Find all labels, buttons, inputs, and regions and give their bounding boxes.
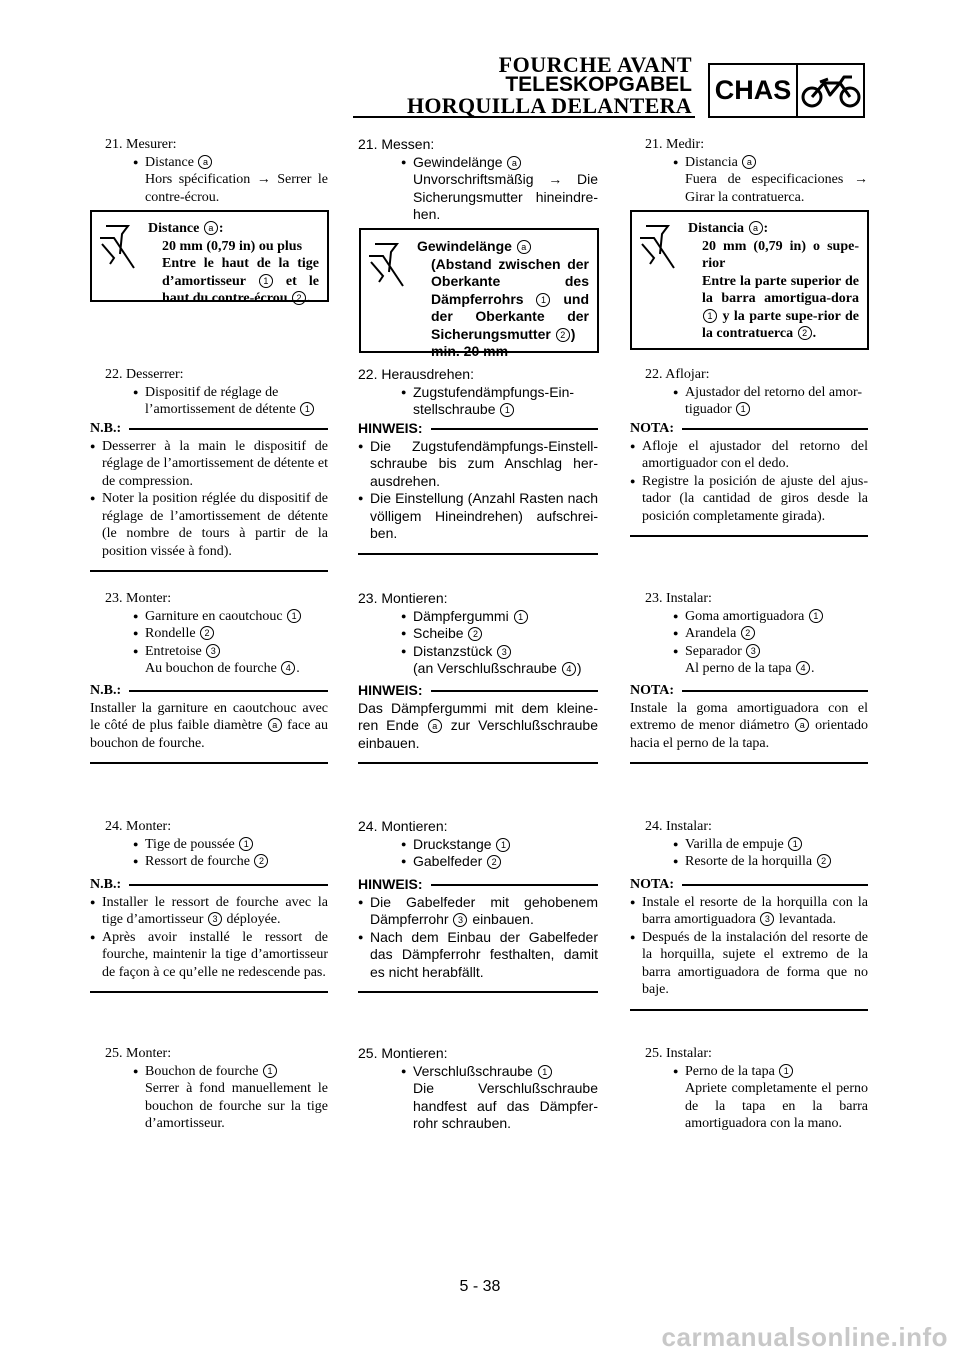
es-note3: NOTA: ● Instale el resorte de la horquilla con la barra amortiguadora 3 levantada. ● Después de la instalación del resorte de la horquilla, sujete el extremo de la barra amortiguadora de forma que no baje.: [630, 876, 868, 1011]
fr-s23: 23. Monter: ● Garniture en caoutchouc 1 ● Rondelle 2 ● Entretoise 3 Au bouchon de fourche 4 .: [90, 590, 328, 678]
fr-s22: 22. Desserrer: ● Dispositif de réglage de l’amortissement de détente 1: [90, 366, 328, 419]
section-label: CHAS: [710, 65, 798, 116]
motorcycle-icon: [798, 65, 863, 116]
fr-spec-box: [90, 210, 329, 306]
title-es: HORQUILLA DELANTERA: [406, 93, 692, 118]
de-note2: HINWEIS: Das Dämpfergummi mit dem kleine-ren Ende a zur Verschlußschraube einbauen.: [358, 682, 598, 764]
fr-note2: N.B.: Installer la garniture en caoutchouc avec le côté de plus faible diamètre a face au bouchon de fourche.: [90, 682, 328, 764]
es-s21: 21. Medir: ● Distancia a Fuera de especificaciones → Girar la contratuerca.: [630, 136, 868, 206]
es-s24: 24. Instalar: ● Varilla de empuje 1 ● Resorte de la horquilla 2: [630, 818, 868, 871]
section-badge: [708, 63, 865, 118]
watermark: carmanualsonline.info: [661, 1322, 948, 1352]
de-spec-box: [359, 228, 599, 359]
es-note2: NOTA: Instale la goma amortiguadora con el extremo de menor diámetro a orientado hacia el perno de la tapa.: [630, 682, 868, 764]
de-s25: 25. Montieren: ● Verschlußschraube 1 Die Verschlußschraube handfest auf das Dämpfer-rohr schrauben.: [358, 1045, 598, 1133]
title-de: TELESKOPGABEL: [505, 73, 692, 96]
es-s22: 22. Aflojar: ● Ajustador del retorno del amor-tiguador 1: [630, 366, 868, 419]
es-s25: 25. Instalar: ● Perno de la tapa 1 Apriete completamente el perno de la tapa en la barra amortiguadora con la mano.: [630, 1045, 868, 1133]
header-rule: [353, 116, 695, 118]
fr-s24: 24. Monter: ● Tige de poussée 1 ● Ressort de fourche 2: [90, 818, 328, 871]
fr-note3: N.B.: ● Installer le ressort de fourche avec la tige d’amortisseur 3 déployée. ● Après avoir installé le ressort de fourche, maintenir la tige d’amortisseur de façon à ce qu’elle ne redescende pas.: [90, 876, 328, 993]
fr-note1: N.B.: ● Desserrer à la main le dispositif de réglage de l’amortissement de détente et de compression. ● Noter la position réglée du dispositif de réglage de l’amortissement de détente (le nombre de tours à partir de la position vissée à fond).: [90, 420, 328, 572]
es-note1: NOTA: ● Afloje el ajustador del retorno del amortiguador con el dedo. ● Registre la posición de ajuste del ajus-tador (la cantidad de giros desde la posición completamente girada).: [630, 420, 868, 537]
es-s23: 23. Instalar: ● Goma amortiguadora 1 ● Arandela 2 ● Separador 3 Al perno de la tapa 4 .: [630, 590, 868, 678]
ref-a: a: [198, 155, 212, 169]
de-s22: 22. Herausdrehen: ● Zugstufendämpfungs-Ein-stellschraube 1: [358, 366, 598, 419]
de-note3: HINWEIS: ● Die Gabelfeder mit gehobenem Dämpferrohr 3 einbauen. ● Nach dem Einbau der Gabelfeder das Dämpferrohr festhalten, damit es nicht herabfällt.: [358, 876, 598, 993]
fr-s21: [90, 136, 328, 206]
wrench-icon: [367, 242, 405, 290]
page-number: 5 - 38: [459, 1278, 501, 1295]
fr-spec-text: Distance a : 20 mm (0,79 in) ou plus Entre le haut de la tige d’amortisseur 1 et le haut du contre-écrou 2 .: [148, 221, 319, 306]
title-fr: FOURCHE AVANT: [498, 52, 692, 77]
de-s23: 23. Montieren: ● Dämpfergummi 1 ● Scheibe 2 ● Distanzstück 3 (an Verschlußschraube 4 ): [358, 590, 598, 678]
es-spec-box: [630, 210, 869, 350]
fr-s21-head: 21. Mesurer:: [105, 137, 177, 152]
wrench-icon: [98, 224, 136, 272]
fr-s21-item: ● Distance a: [90, 154, 328, 172]
de-spec-text: Gewindelänge a (Abstand zwischen der Oberkante des Dämpferrohrs 1 und der Oberkante der Sicherungsmutter 2 ) min. 20 mm: [417, 238, 590, 359]
es-spec-text: Distancia a : 20 mm (0,79 in) o supe-rior Entre la parte superior de la barra amortigua-dora 1 y la parte supe-rior de la contratuerca 2 .: [688, 221, 859, 341]
fr-s25: 25. Monter: ● Bouchon de fourche 1 Serrer à fond manuellement le bouchon de fourche sur la tige d’amortisseur.: [90, 1045, 328, 1133]
fr-s21-text: Hors spécification → Serrer le contre-écrou.: [145, 172, 328, 205]
wrench-icon: [638, 224, 676, 272]
de-s24: 24. Montieren: ● Druckstange 1 ● Gabelfeder 2: [358, 818, 598, 871]
de-note1: HINWEIS: ● Die Zugstufendämpfungs-Einstell-schraube bis zum Anschlag her-ausdrehen. ● Die Einstellung (Anzahl Rasten nach völligem Hineindrehen) aufschrei-ben.: [358, 420, 598, 555]
de-s21: 21. Messen: ● Gewindelänge a Unvorschriftsmäßig → Die Sicherungsmutter hineindre-hen.: [358, 136, 598, 224]
